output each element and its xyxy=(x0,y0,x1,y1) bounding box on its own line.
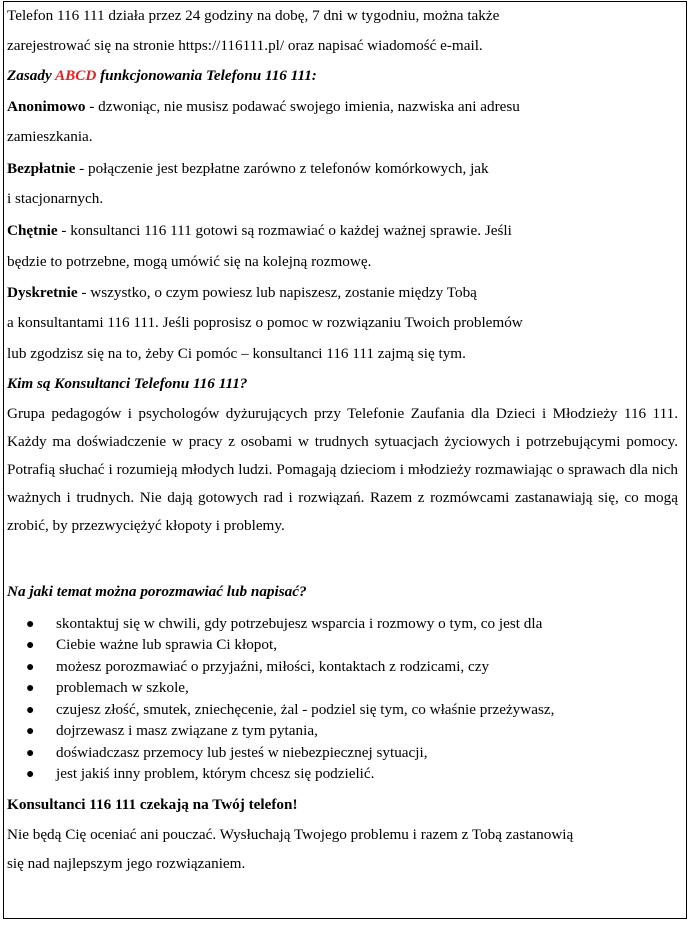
bullet-icon: ● xyxy=(26,703,35,718)
rule-a-line-1 xyxy=(7,97,520,117)
rule-a-text: - dzwoniąc, nie musisz podawać swojego imienia, nazwiska ani adresu xyxy=(85,98,520,115)
bullet-icon: ● xyxy=(26,660,35,675)
who-heading: Kim są Konsultanci Telefonu 116 111? xyxy=(7,375,248,392)
list-item-text: jest jakiś inny problem, którym chcesz się podzielić. xyxy=(56,765,375,782)
rule-a-term: Anonimowo xyxy=(7,98,86,115)
bullet-icon: ● xyxy=(26,767,35,782)
rule-c-line-2: będzie to potrzebne, mogą umówić się na kolejną rozmowę. xyxy=(7,253,372,270)
who-paragraph: Grupa pedagogów i psychologów dyżurujących przy Telefonie Zaufania dla Dzieci i Młodzieży 116 111. Każdy ma doświadczenie w pracy z osobami w trudnych sytuacjach życiowych i potrzebującymi pomocy. Potrafią słuchać i rozumieją młodych ludzi. Pomagają dzieciom i młodzieży rozmawiając o sprawach dla nich ważnych i trudnych. Nie dają gotowych rad i rozwiązań. Razem z rozmówcami zastanawiają się, co mogą zrobić, by przezwyciężyć kłopoty i problemy. xyxy=(7,405,678,534)
bullet-icon: ● xyxy=(26,681,35,696)
rule-d-line-2: a konsultantami 116 111. Jeśli poprosisz o pomoc w rozwiązaniu Twoich problemów xyxy=(7,314,523,331)
rule-c-text: - konsultanci 116 111 gotowi są rozmawiać o każdej ważnej sprawie. Jeśli xyxy=(57,222,512,239)
rule-c-line-1 xyxy=(7,221,512,241)
bullet-icon: ● xyxy=(26,724,35,739)
list-item-text: czujesz złość, smutek, zniechęcenie, żal - podziel się tym, co właśnie przeżywasz, xyxy=(56,701,555,718)
list-item xyxy=(26,700,554,721)
bullet-icon: ● xyxy=(26,638,35,653)
bullet-icon: ● xyxy=(26,617,35,632)
list-item-text: dojrzewasz i masz związane z tym pytania, xyxy=(56,722,318,739)
rule-b-text: - połączenie jest bezpłatne zarówno z telefonów komórkowych, jak xyxy=(75,160,489,177)
rule-b-term: Bezpłatnie xyxy=(7,160,76,177)
list-item xyxy=(26,678,189,699)
rule-a-line-2: zamieszkania. xyxy=(7,128,93,145)
list-item xyxy=(26,635,277,656)
list-item-text: problemach w szkole, xyxy=(56,679,189,696)
bullet-icon: ● xyxy=(26,746,35,761)
list-item-text: Ciebie ważne lub sprawia Ci kłopot, xyxy=(56,636,278,653)
rules-heading-before: Zasady xyxy=(7,67,55,84)
rule-d-text: - wszystko, o czym powiesz lub napiszesz, zostanie między Tobą xyxy=(77,284,477,301)
list-item-text: doświadczasz przemocy lub jesteś w niebezpiecznej sytuacji, xyxy=(56,744,428,761)
list-item xyxy=(26,721,318,742)
document-page xyxy=(3,1,687,919)
rule-d-term: Dyskretnie xyxy=(7,284,78,301)
rules-heading-after: funkcjonowania Telefonu 116 111: xyxy=(96,67,317,84)
rule-d-line-1 xyxy=(7,283,477,303)
rules-heading-highlight: ABCD xyxy=(54,67,97,84)
rule-b-line-2: i stacjonarnych. xyxy=(7,190,104,207)
closing-heading: Konsultanci 116 111 czekają na Twój telefon! xyxy=(7,796,298,813)
intro-line-1: Telefon 116 111 działa przez 24 godziny na dobę, 7 dni w tygodniu, można także xyxy=(7,7,500,24)
rule-d-line-3: lub zgodzisz się na to, żeby Ci pomóc – konsultanci 116 111 zajmą się tym. xyxy=(7,345,466,362)
rule-b-line-1 xyxy=(7,159,489,179)
list-item xyxy=(26,764,374,785)
closing-line-2: się nad najlepszym jego rozwiązaniem. xyxy=(7,855,246,872)
intro-line-2: zarejestrować się na stronie https://116111.pl/ oraz napisać wiadomość e-mail. xyxy=(7,37,483,54)
closing-line-1: Nie będą Cię oceniać ani pouczać. Wysłuchają Twojego problemu i razem z Tobą zastanowią xyxy=(7,826,574,843)
topic-heading: Na jaki temat można porozmawiać lub napisać? xyxy=(7,583,307,600)
rule-c-term: Chętnie xyxy=(7,222,58,239)
rules-heading xyxy=(7,66,317,86)
list-item xyxy=(26,743,428,764)
list-item xyxy=(26,614,542,635)
list-item-text: możesz porozmawiać o przyjaźni, miłości, kontaktach z rodzicami, czy xyxy=(56,658,490,675)
list-item xyxy=(26,657,489,678)
list-item-text: skontaktuj się w chwili, gdy potrzebujesz wsparcia i rozmowy o tym, co jest dla xyxy=(56,615,543,632)
